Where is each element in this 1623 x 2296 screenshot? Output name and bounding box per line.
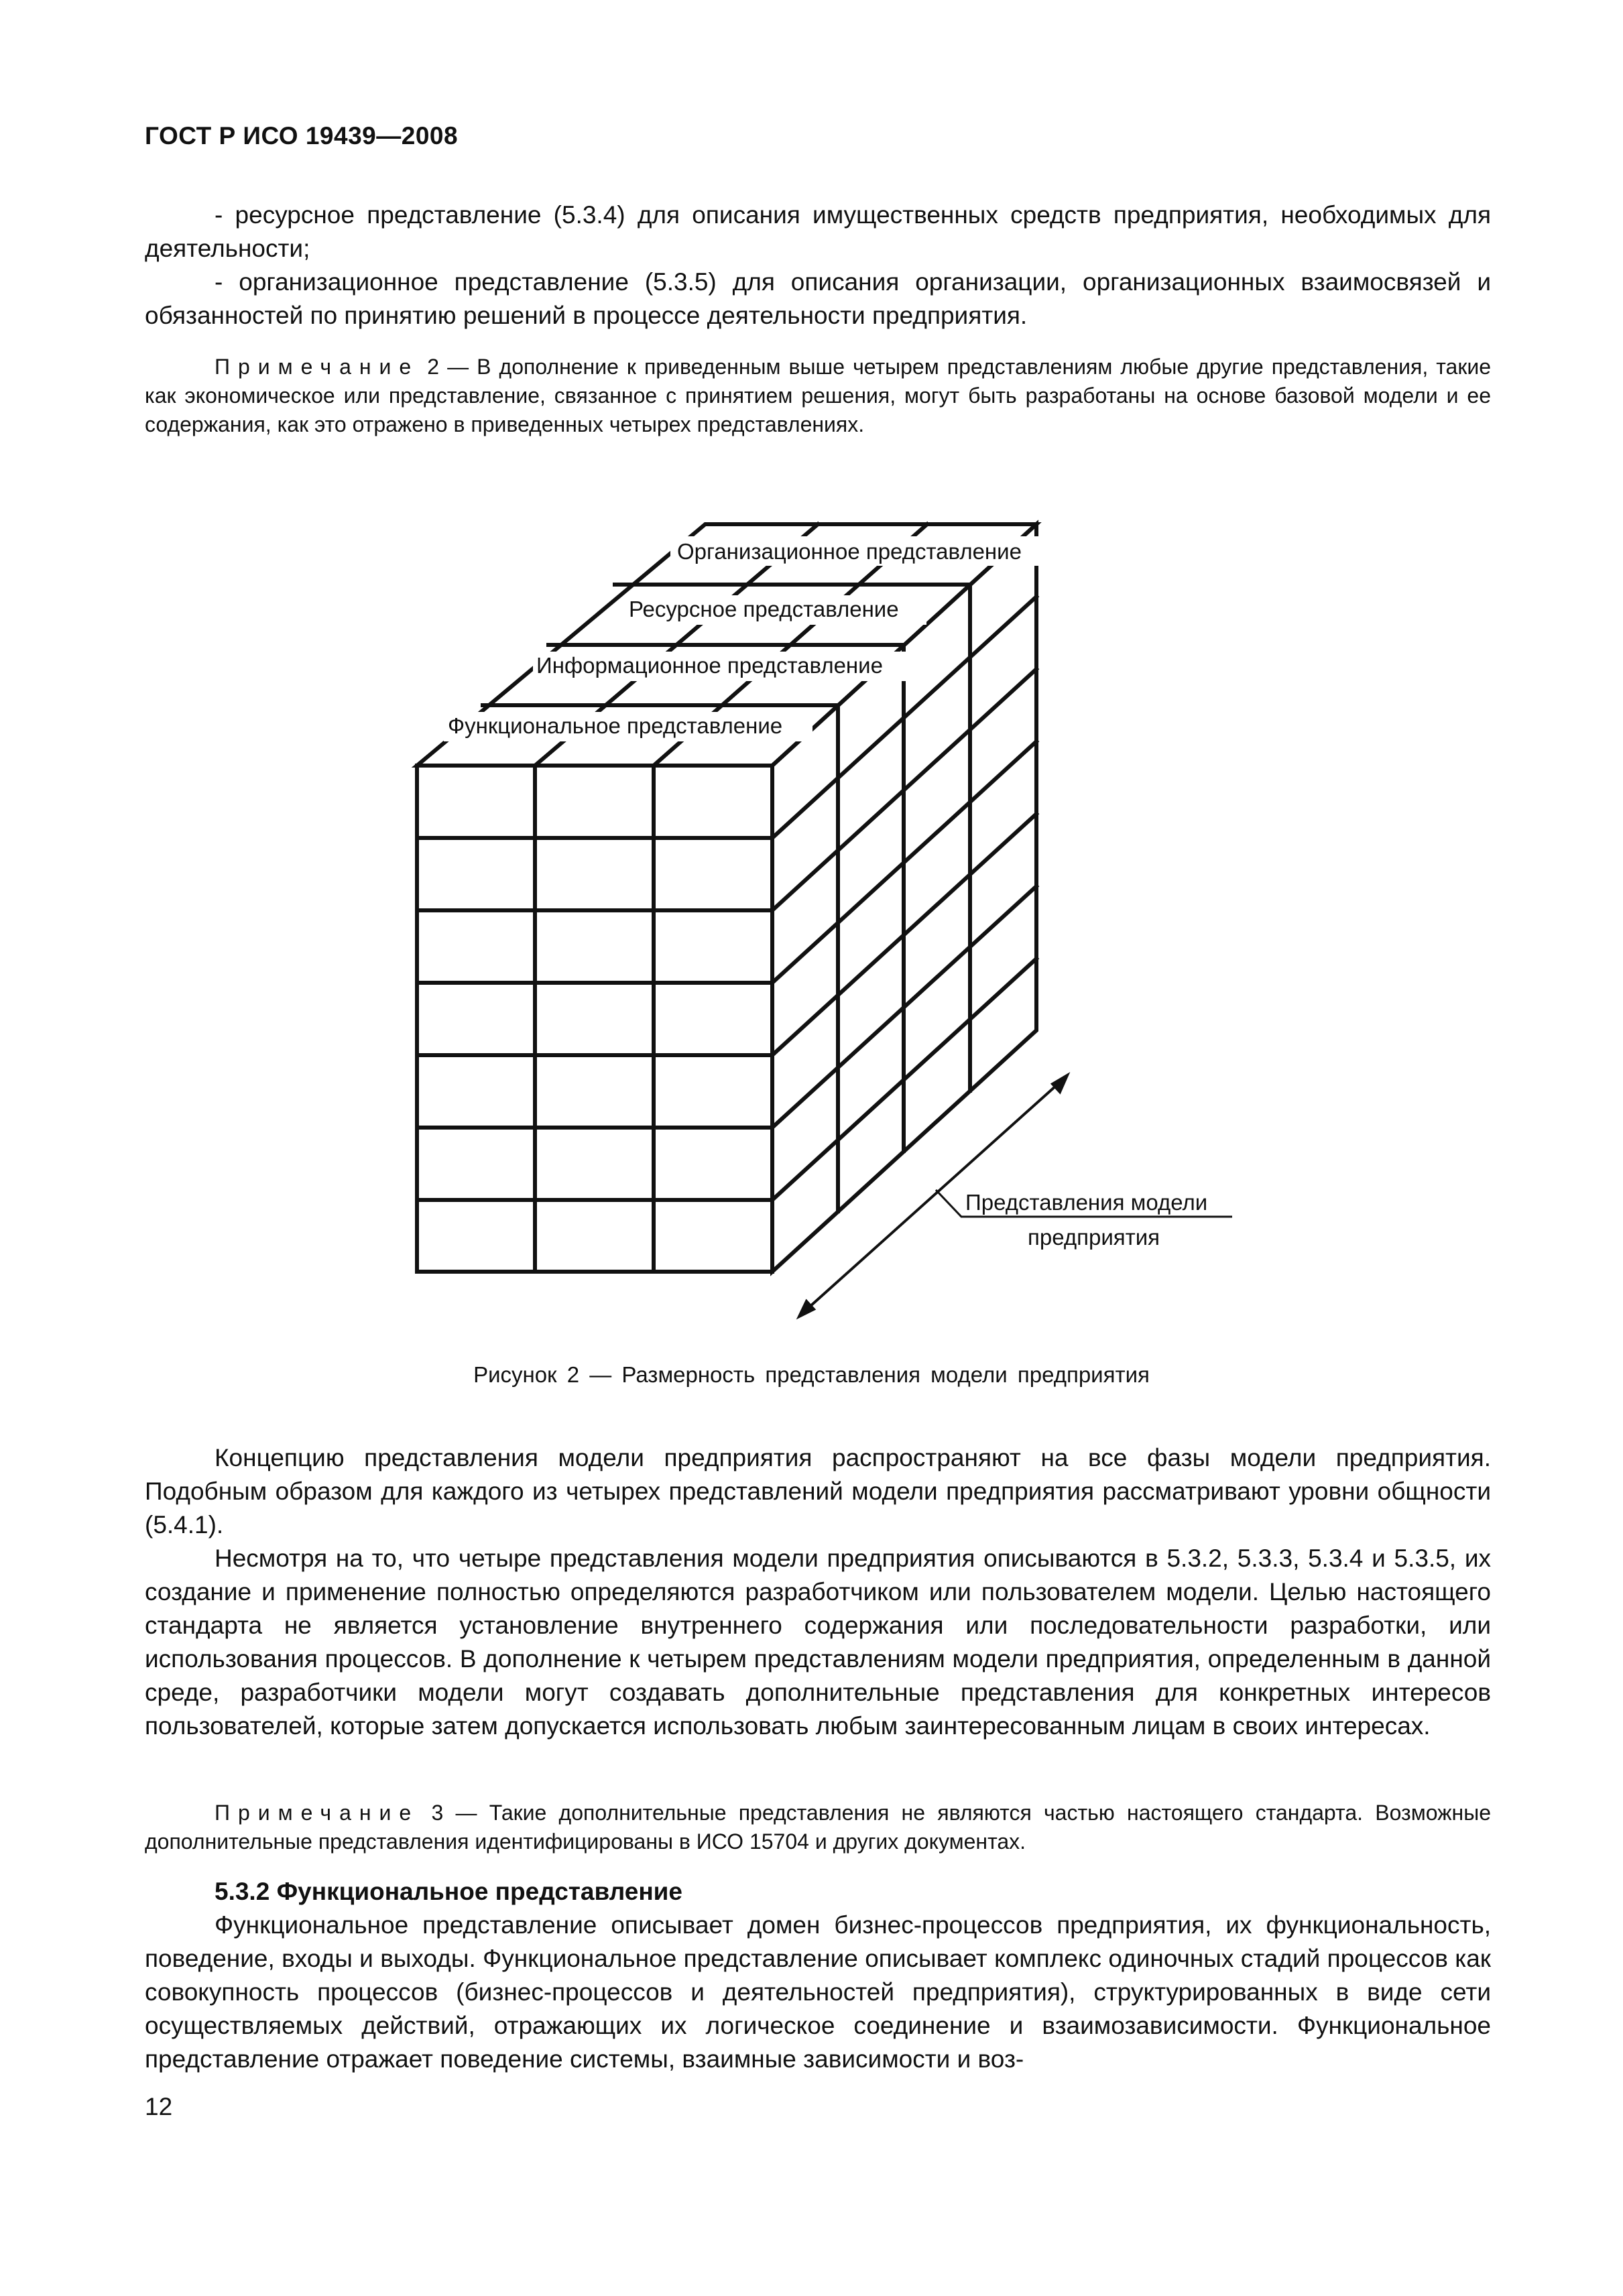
section-heading: 5.3.2 Функциональное представление: [215, 1878, 682, 1905]
note-3-text: 3 — Такие дополнительные представления не являются частью настоящего стандарта. Возможные дополнительные представления идентифицированы в ИСО 15704 и других документах.: [145, 1801, 1491, 1854]
body-paragraph-2: Несмотря на то, что четыре представления модели предприятия описываются в 5.3.2, 5.3.3, 5.3.4 и 5.3.5, их создание и применение полностью определяются разработчиком или пользователем модели. Целью настоящего стандарта не является установление внутреннего содержания или последовательности разработки, или использования процессов. В дополнение к четырем представлениям модели предприятия, определенным в данной среде, разработчики модели могут создавать дополнительные представления для конкретных интересов пользователей, которые затем допускается использовать любым заинтересованным лицам в своих интересах.: [145, 1545, 1491, 1740]
axis-label-line2: предприятия: [1028, 1225, 1160, 1250]
list-item-resource-view: - ресурсное представление (5.3.4) для описания имущественных средств предприятия, необходимых для деятельности;: [145, 201, 1491, 262]
note-3: [145, 1799, 1491, 1856]
running-header: ГОСТ Р ИСО 19439—2008: [145, 122, 459, 149]
label-resource-view: Ресурсное представление: [629, 597, 899, 621]
section-paragraph: Функциональное представление описывает домен бизнес-процессов предприятия, их функциональность, поведение, входы и выходы. Функциональное представление описывает комплекс одиночных стадий процессов как совокупность процессов (бизнес-процессов и деятельностей предприятия), структурированных в виде сети осуществляемых действий, отражающих их логическое соединение и взаимозависимости. Функциональное представление отражает поведение системы, взаимные зависимости и воз-: [145, 1911, 1491, 2073]
note-2-label: Примечание: [215, 355, 420, 379]
label-functional-view: Функциональное представление: [448, 713, 783, 738]
label-organization-view: Организационное представление: [677, 539, 1022, 564]
note-2-text: 2 — В дополнение к приведенным выше четырем представлениям любые другие представления, такие как экономическое или представление, связанное с принятием решения, могут быть разработаны на основе базовой модели и ее содержания, как это отражено в приведенных четырех представлениях.: [145, 355, 1492, 436]
cube-front-face: [417, 766, 772, 1272]
axis-label-line1: Представления модели: [965, 1190, 1208, 1215]
note-3-label: Примечание: [215, 1801, 420, 1825]
body-text-block: [145, 1441, 1491, 1743]
list-item-organization-view: - организационное представление (5.3.5) для описания организации, организационных взаимосвязей и обязанностей по принятию решений в процессе деятельности предприятия.: [145, 268, 1491, 329]
page-number: 12: [145, 2093, 173, 2120]
section-5-3-2: [145, 1875, 1491, 2076]
figure-caption: Рисунок 2 — Размерность представления модели предприятия: [473, 1362, 1150, 1387]
label-information-view: Информационное представление: [536, 653, 883, 678]
note-3-paragraph: [145, 1799, 1491, 1856]
arrowhead-back: [1053, 1075, 1067, 1092]
body-paragraph-1: Концепцию представления модели предприятия распространяют на все фазы модели предприятия. Подобным образом для каждого из четырех представлений модели предприятия рассматривают уровни общности (5.4.1).: [145, 1444, 1491, 1538]
